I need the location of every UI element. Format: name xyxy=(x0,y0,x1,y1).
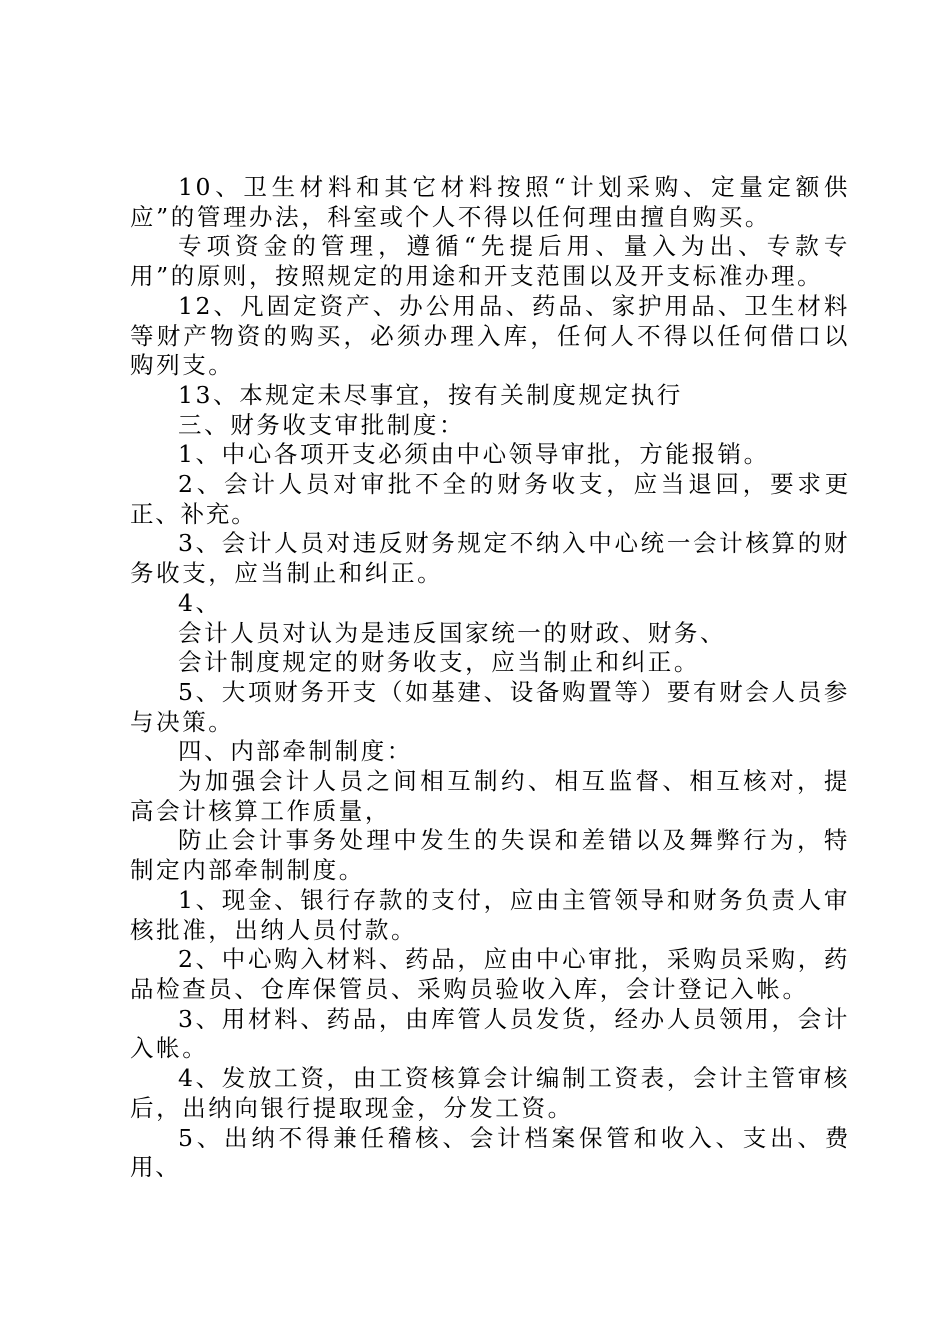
paragraph-control-4: 4、发放工资，由工资核算会计编制工资表，会计主管审核后，出纳向银行提取现金，分发工资。 xyxy=(130,1064,850,1122)
paragraph-control-intro-2: 防止会计事务处理中发生的失误和差错以及舞弊行为，特制定内部牵制制度。 xyxy=(130,826,850,885)
paragraph-control-5: 5、出纳不得兼任稽核、会计档案保管和收入、支出、费用、 xyxy=(130,1123,850,1182)
paragraph-approval-2: 2、会计人员对审批不全的财务收支，应当退回，要求更正、补充。 xyxy=(130,470,850,528)
paragraph-approval-5: 5、大项财务开支（如基建、设备购置等）要有财会人员参与决策。 xyxy=(130,677,850,736)
paragraph-control-3: 3、用材料、药品，由库管人员发货，经办人员领用，会计入帐。 xyxy=(130,1004,850,1063)
paragraph-10-materials: 10、卫生材料和其它材料按照“计划采购、定量定额供应”的管理办法，科室或个人不得以任何理由擅自购买。 xyxy=(130,173,850,231)
paragraph-approval-4-line1: 会计人员对认为是违反国家统一的财政、财务、 xyxy=(178,618,727,647)
document-body xyxy=(130,173,850,1183)
section-heading-internal-control: 四、内部牵制制度： xyxy=(178,737,413,766)
paragraph-approval-3: 3、会计人员对违反财务规定不纳入中心统一会计核算的财务收支，应当制止和纠正。 xyxy=(130,529,850,588)
paragraph-approval-1: 1、中心各项开支必须由中心领导审批，方能报销。 xyxy=(178,440,770,469)
paragraph-13-other: 13、本规定未尽事宜，按有关制度规定执行 xyxy=(178,380,683,409)
paragraph-special-funds: 专项资金的管理，遵循“先提后用、量入为出、专款专用”的原则，按照规定的用途和开支范围以及开支标准办理。 xyxy=(130,232,850,291)
paragraph-approval-4-number: 4、 xyxy=(178,588,222,617)
paragraph-12-assets: 12、凡固定资产、办公用品、药品、家护用品、卫生材料等财产物资的购买，必须办理入库，任何人不得以任何借口以购列支。 xyxy=(130,291,850,380)
paragraph-control-intro-1: 为加强会计人员之间相互制约、相互监督、相互核对，提高会计核算工作质量， xyxy=(130,767,850,825)
paragraph-control-2: 2、中心购入材料、药品，应由中心审批，采购员采购，药品检查员、仓库保管员、采购员验收入库，会计登记入帐。 xyxy=(130,945,850,1003)
section-heading-approval: 三、财务收支审批制度： xyxy=(178,410,466,439)
paragraph-control-1: 1、现金、银行存款的支付，应由主管领导和财务负责人审核批准，出纳人员付款。 xyxy=(130,885,850,944)
paragraph-approval-4-line2: 会计制度规定的财务收支，应当制止和纠正。 xyxy=(178,648,700,677)
